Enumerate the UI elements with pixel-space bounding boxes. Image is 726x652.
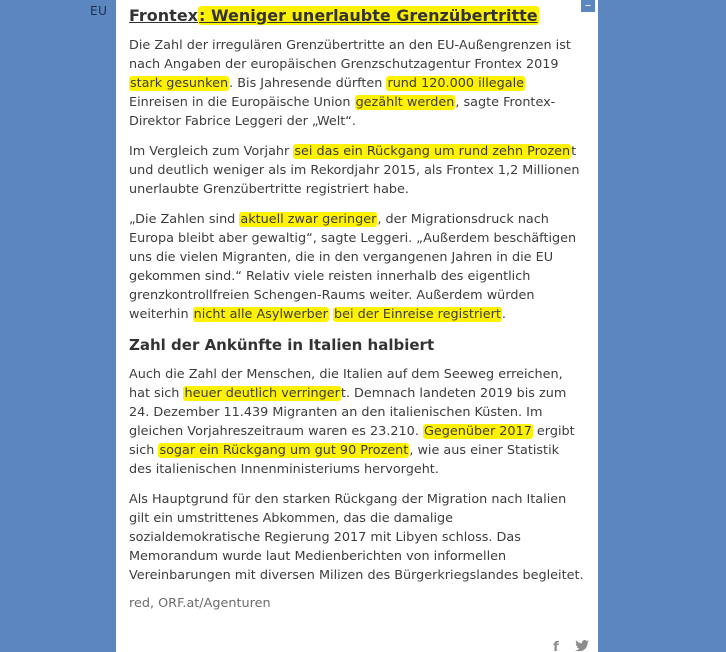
- highlight: sei das ein Rückgang um rund zehn Prozen: [294, 144, 571, 159]
- paragraph-2: [129, 142, 584, 199]
- text-run: ergibt sich: [129, 424, 575, 458]
- text-run: , der Migrationsdruck nach Europa bleibt aber gewaltig“, sagte Leggeri. „Außerdem beschäftigen uns die vielen Migranten, die in den vergangenen Jahren in die EU gekommen sind.“ Relativ viele reisten innerhalb des eigentlich grenzkontrollfreien Schengen-Raums weiter. Außerdem würden weiterhin: [129, 212, 577, 322]
- text-run: Auch die Zahl der Menschen, die Italien auf dem Seeweg erreichen, hat sich: [129, 367, 563, 401]
- text-run: Die Zahl der irregulären Grenzübertritte an den EU-Außengrenzen ist nach Angaben der europäischen Grenzschutzagentur Frontex 2019: [129, 38, 571, 72]
- title-part-1: Frontex: [129, 6, 198, 25]
- highlight: bei der Einreise registriert: [333, 307, 501, 322]
- highlight: gezählt werden: [355, 95, 455, 110]
- text-run: . Bis Jahresende dürften: [229, 76, 387, 91]
- text-run: „Die Zahlen sind: [129, 212, 240, 227]
- text-run: t und deutlich weniger als im Rekordjahr 2015, als Frontex 1,2 Millionen unerlaubte Grenzübertritte registriert habe.: [129, 144, 580, 197]
- article-title[interactable]: [129, 6, 584, 26]
- text-run: Im Vergleich zum Vorjahr: [129, 144, 294, 159]
- paragraph-1: [129, 36, 584, 131]
- highlight: sogar ein Rückgang um gut 90 Prozent: [159, 443, 409, 458]
- highlight: rund 120.000 illegale: [387, 76, 525, 91]
- highlight: Gegenüber 2017: [423, 424, 532, 439]
- text-run: Einreisen in die Europäische Union: [129, 95, 355, 110]
- highlight: stark gesunken: [130, 76, 229, 91]
- text-run: .: [501, 307, 506, 322]
- subheading: Zahl der Ankünfte in Italien halbiert: [129, 336, 435, 354]
- twitter-icon[interactable]: [574, 640, 590, 652]
- collapse-button[interactable]: –: [581, 0, 595, 12]
- title-highlight: : Weniger unerlaubte Grenzübertritte: [199, 6, 538, 25]
- text-run: , wie aus einer Statistik des italienischen Innenministeriums hervorgeht.: [129, 443, 560, 477]
- facebook-icon[interactable]: f: [553, 640, 559, 652]
- article-card: [116, 0, 598, 652]
- paragraph-5: Als Hauptgrund für den starken Rückgang der Migration nach Italien gilt ein umstrittenes Abkommen, das die damalige sozialdemokratische Regierung 2017 mit Libyen schloss. Das Memorandum wurde laut Medienberichten von informellen Vereinbarungen mit diversen Milizen des Bürgerkriegslandes begleitet.: [129, 492, 584, 583]
- paragraph-4: [129, 365, 584, 479]
- text-run: , sagte Frontex-Direktor Fabrice Leggeri der „Welt“.: [129, 95, 556, 129]
- paragraph-3: [129, 210, 584, 324]
- highlight: nicht alle Asylwerber: [193, 307, 328, 322]
- highlight: aktuell zwar geringer: [240, 212, 377, 227]
- highlight: heuer deutlich verringer: [184, 386, 340, 401]
- share-bar: [548, 640, 590, 652]
- text-run: t. Demnach landeten 2019 bis zum 24. Dezember 11.439 Migranten an den italienischen Küsten. Im gleichen Vorjahreszeitraum waren es 23.210.: [129, 386, 567, 439]
- source-credit: red, ORF.at/Agenturen: [129, 596, 271, 611]
- section-label: EU: [90, 4, 108, 18]
